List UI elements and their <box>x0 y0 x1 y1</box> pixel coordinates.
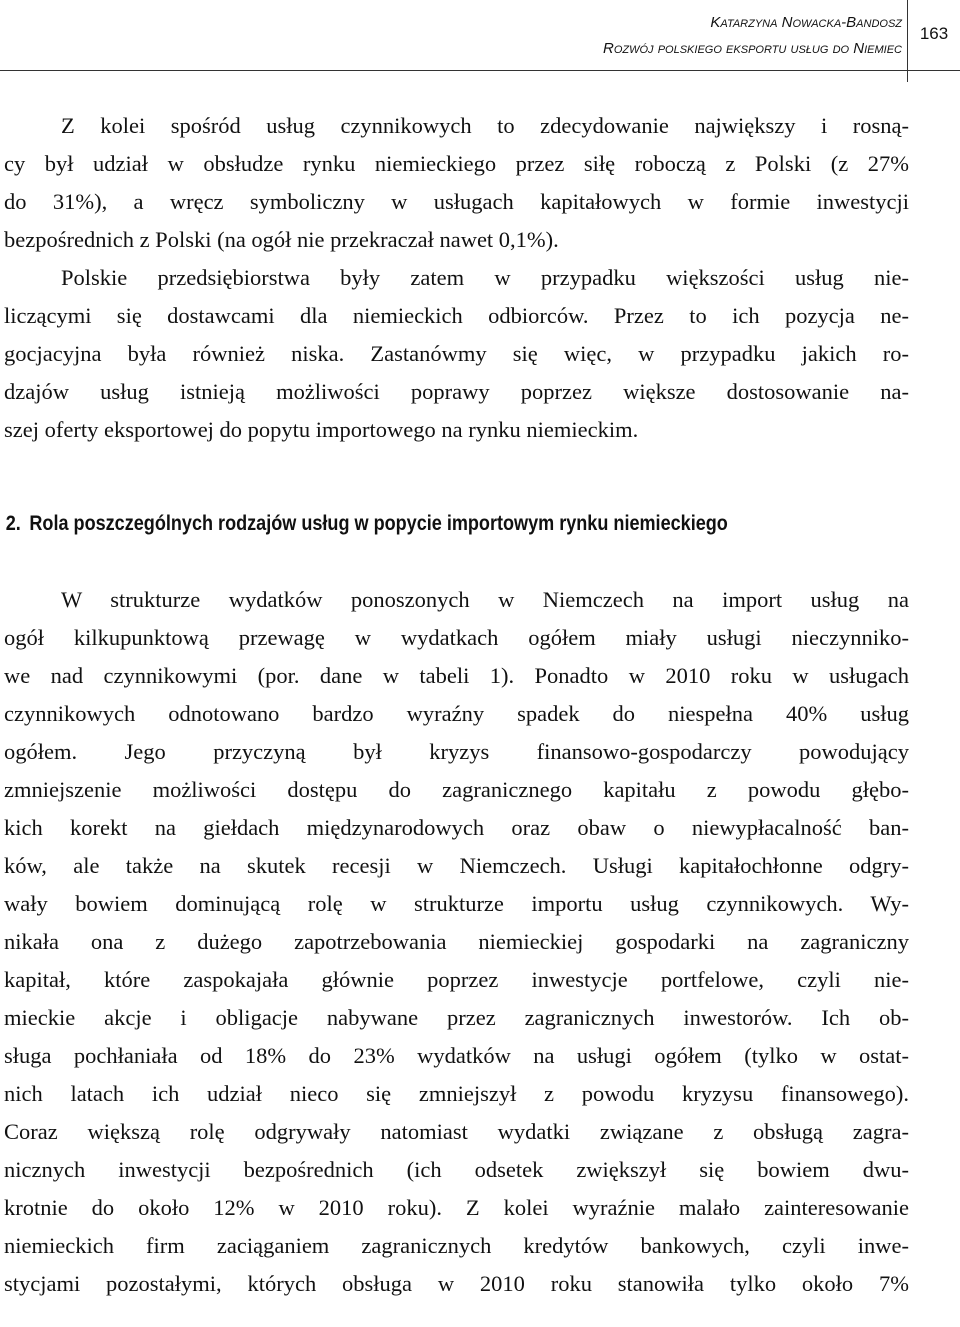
text-line: W strukturze wydatków ponoszonych w Niemczech na import usług na <box>61 587 909 612</box>
header-rule <box>0 70 960 71</box>
text-line: liczącymi się dostawcami dla niemieckich odbiorców. Przez to ich pozycja ne- <box>4 303 909 328</box>
text-line: Z kolei spośród usług czynnikowych to zdecydowanie największy i rosną- <box>61 113 909 138</box>
header-title: Rozwój polskiego eksportu usług do Niemiec <box>602 40 902 57</box>
text-line: nich latach ich udział nieco się zmniejszył z powodu kryzysu finansowego). <box>4 1081 909 1106</box>
text-line: niemieckich firm zaciąganiem zagranicznych kredytów bankowych, czyli inwe- <box>4 1233 909 1258</box>
section-heading <box>4 505 782 543</box>
text-line: gocjacyjna była również niska. Zastanówmy się więc, w przypadku jakich ro- <box>4 341 909 366</box>
text-line: ogół kilkupunktową przewagę w wydatkach ogółem miały usługi nieczynniko- <box>4 625 909 650</box>
text-line: nikała ona z dużego zapotrzebowania niemieckiej gospodarki na zagraniczny <box>4 929 909 954</box>
text-line: sługa pochłaniała od 18% do 23% wydatków na usługi ogółem (tylko w ostat- <box>4 1043 909 1068</box>
spacer <box>4 543 909 581</box>
spacer <box>4 449 909 505</box>
page-body <box>4 107 909 1303</box>
text-line: szej oferty eksportowej do popytu importowego na rynku niemieckim. <box>4 417 639 442</box>
text-line: Polskie przedsiębiorstwa były zatem w przypadku większości usług nie- <box>61 265 909 290</box>
text-line: we nad czynnikowymi (por. dane w tabeli 1). Ponadto w 2010 roku w usługach <box>4 663 909 688</box>
page-number: 163 <box>919 24 949 43</box>
text-line: wały bowiem dominującą rolę w strukturze importu usług czynnikowych. Wy- <box>4 891 909 916</box>
header-author: Katarzyna Nowacka-Bandosz <box>710 14 902 31</box>
text-line: mieckie akcje i obligacje nabywane przez zagranicznych inwestorów. Ich ob- <box>4 1005 909 1030</box>
text-line: krotnie do około 12% w 2010 roku). Z kolei wyraźnie malało zainteresowanie <box>4 1195 909 1220</box>
text-line: czynnikowych odnotowano bardzo wyraźny spadek do niespełna 40% usług <box>4 701 909 726</box>
section-title: Rola poszczególnych rodzajów usług w popycie importowym rynku niemieckiego <box>29 512 728 535</box>
header-text <box>603 10 902 62</box>
text-line: nicznych inwestycji bezpośrednich (ich odsetek zwiększył się bowiem dwu- <box>4 1157 909 1182</box>
text-line: dzajów usług istnieją możliwości poprawy poprzez większe dostosowanie na- <box>4 379 909 404</box>
paragraph-2 <box>4 259 909 449</box>
text-line: cy był udział w obsłudze rynku niemieckiego przez siłę roboczą z Polski (z 27% <box>4 151 909 176</box>
text-line: ków, ale także na skutek recesji w Niemczech. Usługi kapitałochłonne odgry- <box>4 853 909 878</box>
text-line: zmniejszenie możliwości dostępu do zagranicznego kapitału z powodu głębo- <box>4 777 909 802</box>
text-line: bezpośrednich z Polski (na ogół nie przekraczał nawet 0,1%). <box>4 227 559 252</box>
text-line: kich korekt na giełdach międzynarodowych oraz obaw o niewypłacalność ban- <box>4 815 909 840</box>
text-line: kapitał, które zaspokajała głównie poprzez inwestycje portfelowe, czyli nie- <box>4 967 909 992</box>
text-line: ogółem. Jego przyczyną był kryzys finansowo-gospodarczy powodujący <box>4 739 909 764</box>
paragraph-1 <box>4 107 909 259</box>
text-line: Coraz większą rolę odgrywały natomiast wydatki związane z obsługą zagra- <box>4 1119 909 1144</box>
running-header <box>0 0 960 82</box>
text-line: do 31%), a wręcz symboliczny w usługach kapitałowych w formie inwestycji <box>4 189 909 214</box>
section-number: 2. <box>5 512 21 535</box>
paragraph-3 <box>4 581 909 1303</box>
text-line: stycjami pozostałymi, których obsługa w 2010 roku stanowiła tylko około 7% <box>4 1271 909 1296</box>
